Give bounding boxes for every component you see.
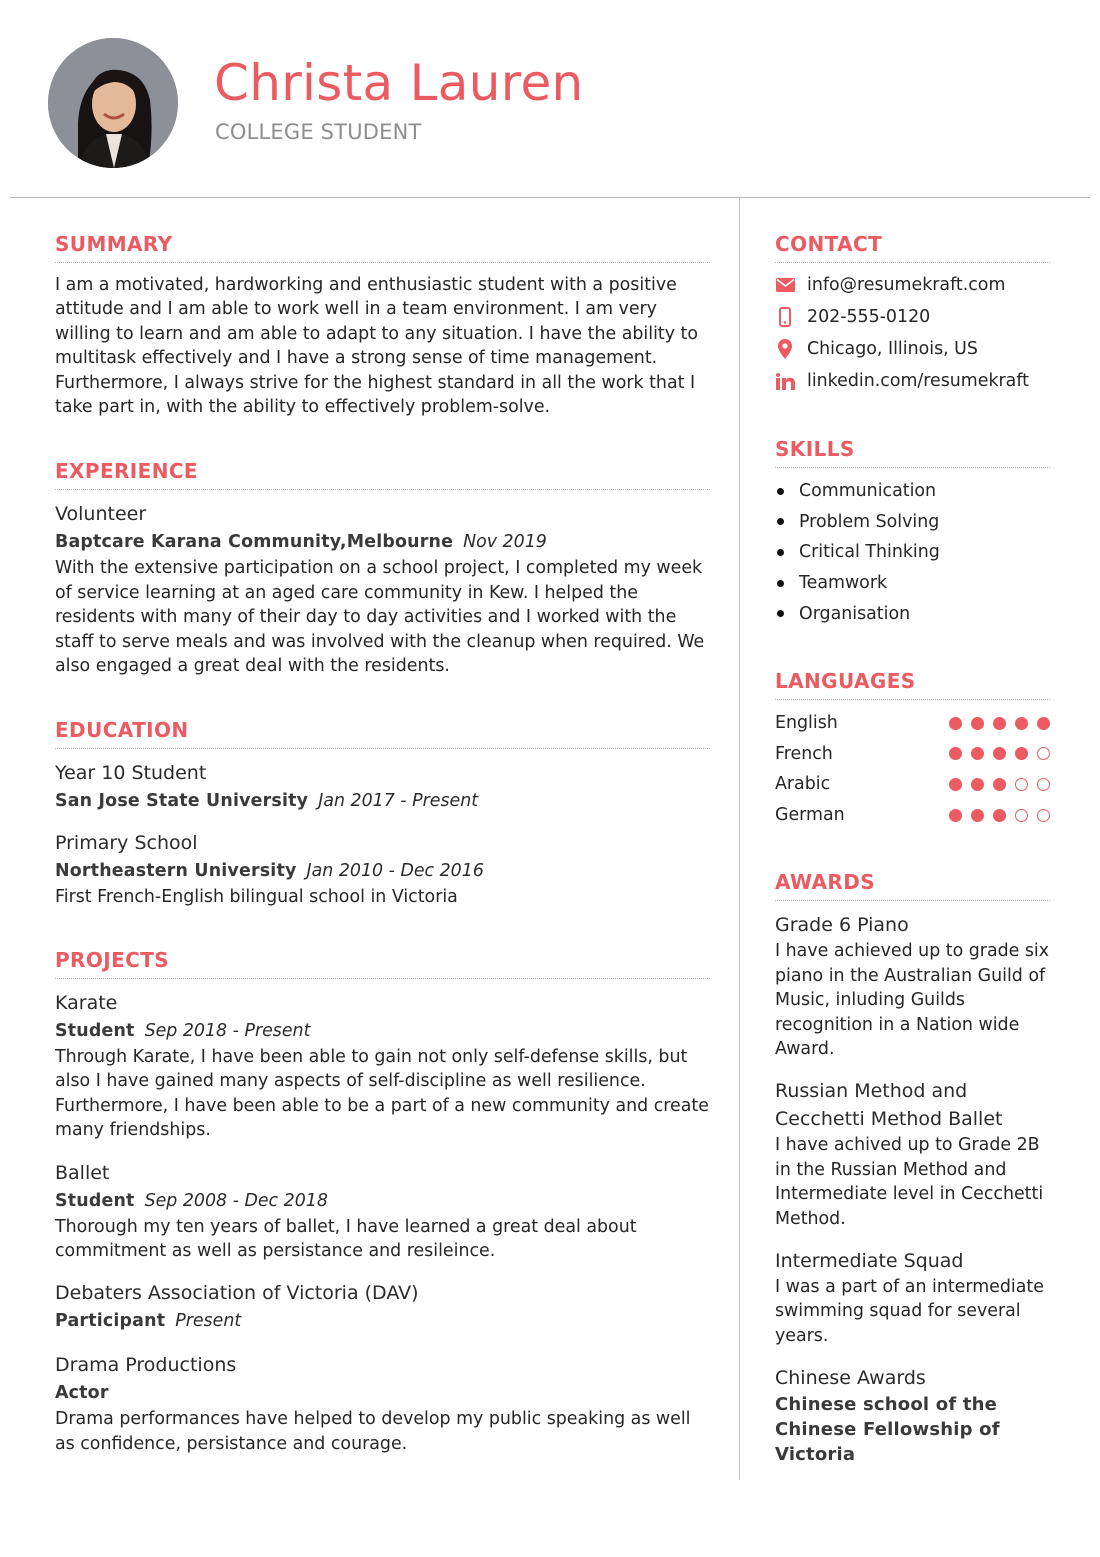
bullet-icon [777,518,784,525]
award-subtitle: Chinese school of the Chinese Fellowship of Victoria [775,1394,1000,1466]
projects-heading: PROJECTS [55,946,710,979]
entry-date: Sep 2008 - Dec 2018 [144,1190,328,1211]
rating-dot-filled [949,747,962,760]
project-entry [55,1159,710,1264]
profile-photo-image [48,38,178,168]
entry-title: Drama Productions [55,1354,237,1377]
skill-label: Organisation [799,603,911,624]
education-entry [55,829,710,909]
rating-dot-filled [993,717,1006,730]
header-divider [10,197,1090,198]
column-divider [739,198,740,1480]
languages-section [775,667,1050,830]
candidate-title: COLLEGE STUDENT [215,120,422,144]
award-text: I have achived up to Grade 2B in the Russian Method and Intermediate level in Cecchetti Method. [775,1135,1044,1229]
contact-section [775,230,1050,397]
language-row [775,739,1050,770]
main-column [55,230,710,1456]
language-name: English [775,713,838,734]
rating-dot-empty [1037,778,1050,791]
rating-dot-empty [1015,809,1028,822]
contact-email[interactable] [775,269,1050,301]
awards-heading: AWARDS [775,868,1050,901]
rating-dot-empty [1015,778,1028,791]
contact-email-text: info@resumekraft.com [807,275,1006,295]
entry-date: Jan 2017 - Present [318,791,479,812]
entry-title: Ballet [55,1161,110,1184]
entry-date: Present [175,1311,242,1332]
skill-label: Communication [799,481,937,502]
skill-label: Problem Solving [799,511,940,532]
education-section [55,716,710,909]
summary-section [55,230,710,419]
summary-text: I am a motivated, hardworking and enthusiastic student with a positive attitude and I am able to work well in a team environment. I am very willing to learn and am able to adapt to any situation. I have the ability to multitask effectively and I have a strong sense of time management. Furthermore, I always strive for the highest standard in all the work that I take part in, with the ability to effectively problem-solve. [55,275,699,418]
skill-label: Critical Thinking [799,542,940,563]
rating-dot-filled [1015,747,1028,760]
entry-subtitle [55,1017,710,1045]
profile-photo [48,38,178,168]
entry-title: Primary School [55,832,198,855]
entry-subtitle [55,528,710,556]
language-name: Arabic [775,774,831,795]
contact-linkedin-text: linkedin.com/resumekraft [807,371,1029,391]
entry-text: First French-English bilingual school in Victoria [55,887,458,908]
rating-dot-filled [1037,717,1050,730]
entry-title: Debaters Association of Victoria (DAV) [55,1282,419,1305]
award-title: Grade 6 Piano [775,914,909,937]
award-title: Intermediate Squad [775,1250,964,1272]
languages-heading: LANGUAGES [775,667,1050,700]
project-entry [55,1279,710,1335]
skills-section [775,435,1050,629]
entry-org: Student [55,1190,135,1211]
skill-item [775,568,1050,599]
project-entry [55,989,710,1143]
entry-subtitle [55,857,710,885]
language-rating [949,717,1050,730]
skills-heading: SKILLS [775,435,1050,468]
entry-subtitle [55,787,710,815]
entry-date: Nov 2019 [463,532,547,553]
projects-section [55,946,710,1456]
language-rating [949,747,1050,760]
skill-item [775,598,1050,629]
rating-dot-filled [949,778,962,791]
skill-item [775,507,1050,538]
rating-dot-filled [949,809,962,822]
entry-title: Karate [55,991,118,1014]
rating-dot-filled [971,717,984,730]
entry-text: Drama performances have helped to develop my public speaking as well as confidence, persistance and courage. [55,1409,691,1454]
resume-header [0,0,1100,198]
entry-org: Baptcare Karana Community,Melbourne [55,532,454,553]
rating-dot-filled [993,809,1006,822]
contact-phone-text: 202-555-0120 [807,307,931,327]
experience-heading: EXPERIENCE [55,457,710,490]
language-row [775,708,1050,739]
award-title: Chinese Awards [775,1367,926,1390]
contact-location [775,333,1050,365]
award-entry [775,1364,1050,1467]
rating-dot-filled [971,809,984,822]
award-entry [775,1077,1050,1231]
language-rating [949,778,1050,791]
rating-dot-filled [1015,717,1028,730]
entry-org: Student [55,1020,135,1041]
skill-label: Teamwork [799,573,888,594]
skill-item [775,476,1050,507]
entry-text: Through Karate, I have been able to gain not only self-defense skills, but also I have gained many aspects of self-discipline as well resilience. Furthermore, I have been able to be a part of a new community and create many friendships. [55,1046,709,1141]
rating-dot-filled [971,778,984,791]
summary-heading: SUMMARY [55,230,710,263]
experience-section [55,457,710,678]
entry-org: Participant [55,1311,166,1332]
project-entry [55,1351,710,1456]
award-text: I was a part of an intermediate swimming squad for several years. [775,1277,1044,1346]
entry-date: Sep 2018 - Present [144,1020,311,1041]
language-rating [949,809,1050,822]
language-name: German [775,805,845,826]
linkedin-icon [775,371,795,391]
entry-subtitle [55,1379,710,1407]
skill-item [775,537,1050,568]
rating-dot-empty [1037,809,1050,822]
entry-text: Thorough my ten years of ballet, I have learned a great deal about commitment as well as persistance and resileince. [55,1216,637,1261]
bullet-icon [777,580,784,587]
sidebar-column [775,230,1050,1467]
contact-linkedin[interactable] [775,365,1050,397]
contact-phone[interactable] [775,301,1050,333]
rating-dot-filled [993,747,1006,760]
award-entry [775,1247,1050,1348]
entry-org: Northeastern University [55,861,297,882]
entry-subtitle [55,1187,710,1215]
rating-dot-filled [949,717,962,730]
contact-location-text: Chicago, Illinois, US [807,339,978,359]
candidate-name: Christa Lauren [214,54,584,112]
rating-dot-filled [971,747,984,760]
entry-org: San Jose State University [55,791,309,812]
experience-entry [55,500,710,678]
award-entry [775,911,1050,1061]
location-icon [775,339,795,359]
language-row [775,769,1050,800]
entry-title: Year 10 Student [55,762,207,785]
entry-subtitle [55,1307,710,1335]
entry-org: Actor [55,1383,109,1404]
entry-date: Jan 2010 - Dec 2016 [306,861,484,882]
awards-section [775,868,1050,1467]
rating-dot-filled [993,778,1006,791]
education-heading: EDUCATION [55,716,710,749]
phone-icon [775,307,795,327]
mail-icon [775,275,795,295]
language-list [775,708,1050,830]
language-name: French [775,743,833,764]
bullet-icon [777,488,784,495]
entry-text: With the extensive participation on a school project, I completed my week of service learning at an aged care community in Kew. I helped the residents with many of their day to day activities and I worked with the staff to serve meals and was involved with the cleanup when required. We also engaged a great deal with the residents. [55,558,705,677]
rating-dot-empty [1037,747,1050,760]
entry-title: Volunteer [55,503,147,526]
bullet-icon [777,610,784,617]
bullet-icon [777,549,784,556]
education-entry [55,759,710,815]
award-text: I have achieved up to grade six piano in the Australian Guild of Music, inluding Guilds recognition in a Nation wide Award. [775,941,1050,1059]
contact-heading: CONTACT [775,230,1050,263]
language-row [775,800,1050,831]
award-title: Russian Method and Cecchetti Method Ballet [775,1080,1003,1131]
